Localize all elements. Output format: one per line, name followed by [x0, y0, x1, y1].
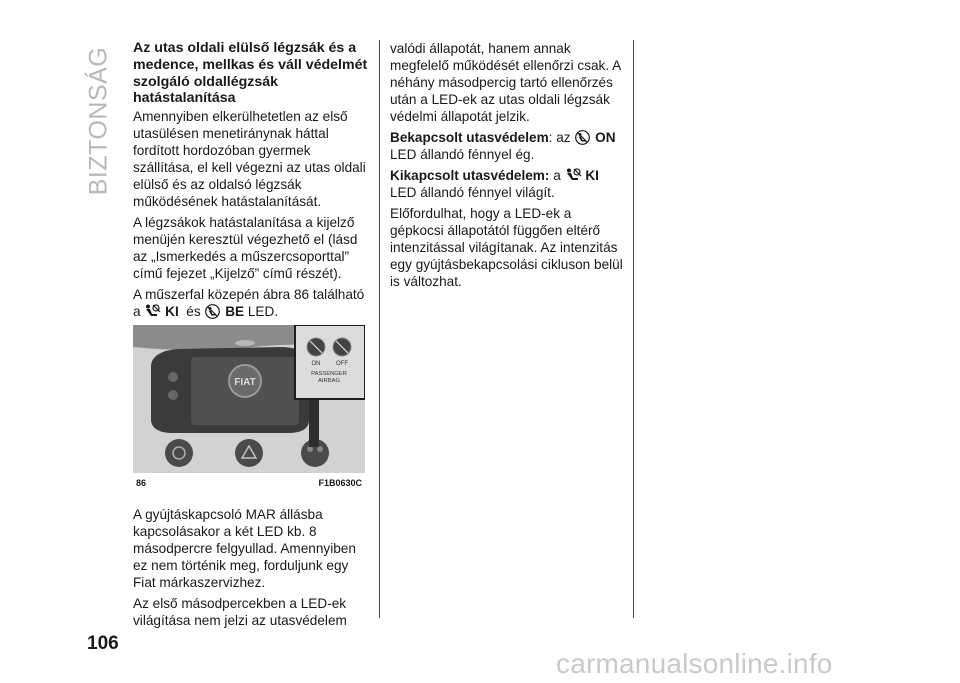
led-location-es: és [186, 304, 201, 320]
section-heading: Az utas oldali elülső légzsák és a medence, mellkas és váll védelmét szolgáló oldallégzsák hatástalanítása [133, 40, 368, 107]
airbag-on-icon [204, 304, 221, 319]
inset-off-label: OFF [336, 361, 348, 367]
section-side-label [84, 46, 114, 196]
protection-off-word: KI [585, 168, 599, 183]
paragraph-led-location [133, 286, 369, 320]
right-column [390, 40, 626, 294]
paragraph-display-menu: A légzsákok hatástalanítása a kijelző menüjén keresztül végezhető el (lásd az „Ismerkedés a műszercsoporttal” című fejezet „Kijelző” című részét). [133, 215, 358, 282]
protection-off-text: LED állandó fénnyel világít. [390, 185, 555, 200]
airbag-off-icon [144, 304, 161, 319]
inset-on-label: ON [311, 361, 321, 367]
airbag-off-icon [565, 168, 582, 183]
protection-off-suffix: a [553, 168, 561, 183]
protection-off-label: Kikapcsolt utasvédelem: [390, 168, 550, 183]
protection-on-word: ON [595, 130, 616, 145]
protection-on-suffix: : az [548, 130, 571, 145]
column-divider-right [633, 40, 634, 618]
dashboard-figure [133, 325, 365, 473]
inset-airbag-label: AIRBAG [318, 378, 340, 384]
figure-number: 86 [136, 478, 147, 488]
left-column [133, 40, 369, 324]
page-number: 106 [87, 633, 119, 654]
column-divider-left [379, 40, 380, 618]
svg-text:FIAT: FIAT [234, 377, 256, 388]
paragraph-intensity: Előfordulhat, hogy a LED-ek a gépkocsi állapotától függően eltérő intenzitással világítanak. Az intenzitás egy gyújtásbekapcsolási cikluson belül is változhat. [390, 206, 623, 289]
figure-code: F1B0630C [318, 478, 362, 488]
paragraph-protection-on [390, 129, 626, 163]
inset-passenger-label: PASSENGER [311, 371, 347, 377]
watermark: carmanualsonline.info [556, 648, 833, 679]
left-column-lower [133, 506, 369, 633]
paragraph-intro: Amennyiben elkerülhetetlen az első utasülésen menetiránynak háttal fordított hordozóban gyermek szállítása, el kell végezni az utas oldali elülső és az oldalsó légzsák működésének hatástalanítását. [133, 109, 366, 210]
protection-on-label: Bekapcsolt utasvédelem [390, 130, 549, 145]
protection-on-text: LED állandó fénnyel ég. [390, 147, 535, 162]
led-location-text: A műszerfal közepén ábra 86 található [133, 287, 365, 303]
paragraph-first-seconds: Az első másodpercekben a LED-ek világítása nem jelzi az utasvédelem [133, 596, 347, 628]
led-ki-label: KI [165, 304, 179, 320]
dashboard-illustration [133, 325, 365, 473]
paragraph-protection-off [390, 167, 626, 201]
led-location-led: LED. [247, 304, 279, 320]
paragraph-led-test: A gyújtáskapcsoló MAR állásba kapcsolásakor a két LED kb. 8 másodpercre felgyullad. Amennyiben ez nem történik meg, forduljunk egy Fiat márkaszervizhez. [133, 507, 356, 590]
section-side-label-text: BIZTONSÁG [84, 46, 113, 196]
paragraph-continued: valódi állapotát, hanem annak megfelelő működését ellenőrzi csak. A néhány másodpercig tartó ellenőrzés után a LED-ek az utas oldali légzsák védelmi állapotát jelzik. [390, 41, 621, 124]
airbag-on-icon [574, 130, 591, 145]
led-location-a: a [133, 304, 141, 320]
led-be-label: BE [225, 304, 245, 320]
